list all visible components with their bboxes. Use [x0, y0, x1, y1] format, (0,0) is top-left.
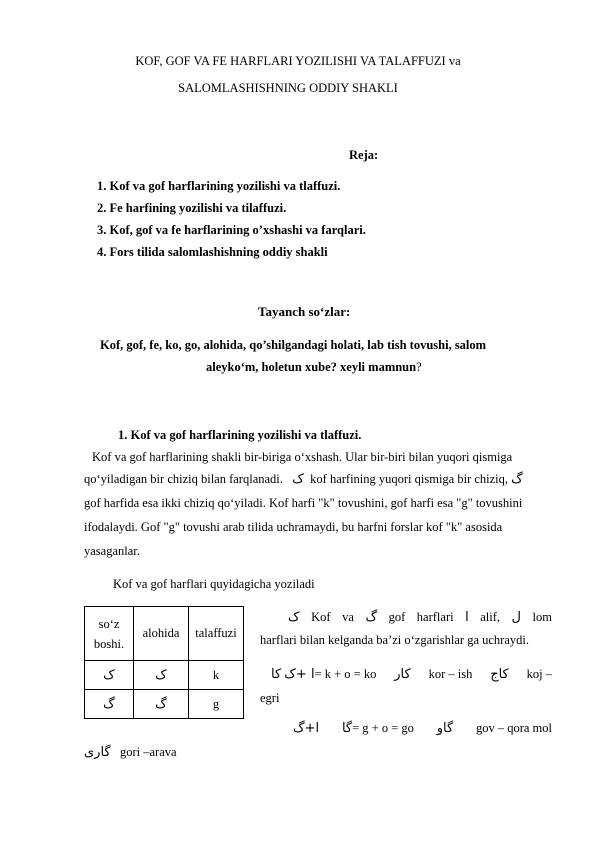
- section-1-heading: 1. Kof va gof harflarining yozilishi va tlaffuzi.: [118, 428, 362, 442]
- plan-item: 4. Fors tilida salomlashishning oddiy shakli: [97, 245, 328, 259]
- gaf-alif-sum: ا+گ: [293, 721, 320, 736]
- paragraph-1-line-2b: kof harfining yuqori qismiga bir chiziq,: [310, 472, 509, 486]
- right-col-line-3: [271, 667, 552, 682]
- table-row: [85, 661, 244, 690]
- right-col-word: lom: [532, 610, 552, 624]
- table-cell: k: [189, 661, 244, 690]
- table-header: so‘z boshi.: [85, 607, 134, 661]
- go-ligature: گا: [341, 721, 353, 736]
- kor-word: کار: [394, 667, 411, 682]
- paragraph-1-line-2: [84, 472, 523, 487]
- table-cell: گ: [134, 690, 189, 719]
- right-col-word: alif,: [480, 610, 501, 624]
- paragraph-1-line-3: gof harfida esa ikki chiziq qo‘yiladi. Kof harfi "k" tovushini, gof harfi esa "g" tovushini: [84, 496, 523, 510]
- kaf-letter: ک: [292, 472, 304, 487]
- table-header-row: [85, 607, 244, 661]
- paragraph-1-line-5: yasaganlar.: [84, 544, 140, 558]
- right-col-word: Kof: [311, 610, 331, 624]
- document-title-line-2: SALOMLASHISHNING ODDIY SHAKLI: [178, 81, 398, 95]
- kor-translation: kor – ish: [428, 667, 473, 681]
- gori-translation: gori –arava: [119, 745, 177, 759]
- document-title-line-1: KOF, GOF VA FE HARFLARI YOZILISHI VA TALAFFUZI va: [135, 54, 461, 68]
- keywords-line-2-question: ?: [416, 360, 422, 374]
- table-header: talaffuzi: [189, 607, 244, 661]
- right-col-line-4: egri: [260, 691, 280, 705]
- plan-list: [97, 178, 366, 266]
- letters-table: [84, 606, 244, 719]
- last-line: [84, 745, 177, 760]
- keywords-heading: Tayanch so‘zlar:: [258, 304, 351, 319]
- right-col-line-1: [288, 610, 552, 625]
- go-formula: = g + o = go: [352, 721, 414, 735]
- ko-formula: = k + o = ko: [314, 667, 377, 681]
- gaf-letter: گ: [365, 610, 378, 625]
- keywords-line-1: Kof, gof, fe, ko, go, alohida, qo’shilgandagi holati, lab tish tovushi, salom: [100, 338, 487, 352]
- right-col-word: gof: [388, 610, 406, 624]
- gov-translation: gov – qora mol: [475, 721, 552, 735]
- right-col-line-5: [293, 721, 552, 736]
- koj-word: کاج: [490, 667, 509, 682]
- plan-item: 3. Kof, gof va fe harflarining o’xshashi va farqlari.: [97, 223, 366, 237]
- right-col-word: harflari: [416, 610, 454, 624]
- gaf-letter: گ: [511, 472, 523, 487]
- table-cell: ک: [85, 661, 134, 690]
- plan-heading: Reja:: [349, 148, 379, 162]
- keywords-line-2-text: aleykо‘m, holetun xube? xeyli mamnun: [206, 360, 417, 374]
- ko-ligature: کا: [271, 667, 282, 682]
- plan-item: 1. Kof va gof harflarining yozilishi va tlaffuzi.: [97, 179, 341, 193]
- gov-word: گاو: [436, 721, 454, 736]
- lam-letter: ل: [511, 610, 521, 625]
- paragraph-2: Kof va gof harflari quyidagicha yoziladi: [113, 577, 315, 591]
- paragraph-1-line-4: ifodalaydi. Gof "g" tovushi arab tilida uchramaydi, bu harfni forslar kof "k" asosida: [84, 520, 503, 534]
- keywords-line-2: [206, 360, 422, 375]
- paragraph-1-line-1: Kof va gof harflarining shakli bir-biriga o‘xshash. Ular bir-biri bilan yuqori qismiga: [92, 450, 513, 464]
- paragraph-1-line-2a: qo‘yiladigan bir chiziq bilan farqlanadi.: [84, 472, 283, 486]
- right-col-line-2: harflari bilan kelganda ba’zi o‘zgarishlar ga uchraydi.: [260, 633, 529, 647]
- table-header: alohida: [134, 607, 189, 661]
- right-col-word: va: [342, 610, 354, 624]
- table-cell: گ: [85, 690, 134, 719]
- table-row: [85, 690, 244, 719]
- gori-word: گاری: [84, 745, 111, 760]
- kaf-letter: ک: [288, 610, 300, 625]
- plan-item: 2. Fe harfining yozilishi va tilaffuzi.: [97, 201, 287, 215]
- kaf-alif-sum: ا +ک: [284, 667, 315, 682]
- table-cell: ک: [134, 661, 189, 690]
- table-cell: g: [189, 690, 244, 719]
- koj-translation: koj –: [526, 667, 552, 681]
- alif-letter: ا: [465, 610, 469, 625]
